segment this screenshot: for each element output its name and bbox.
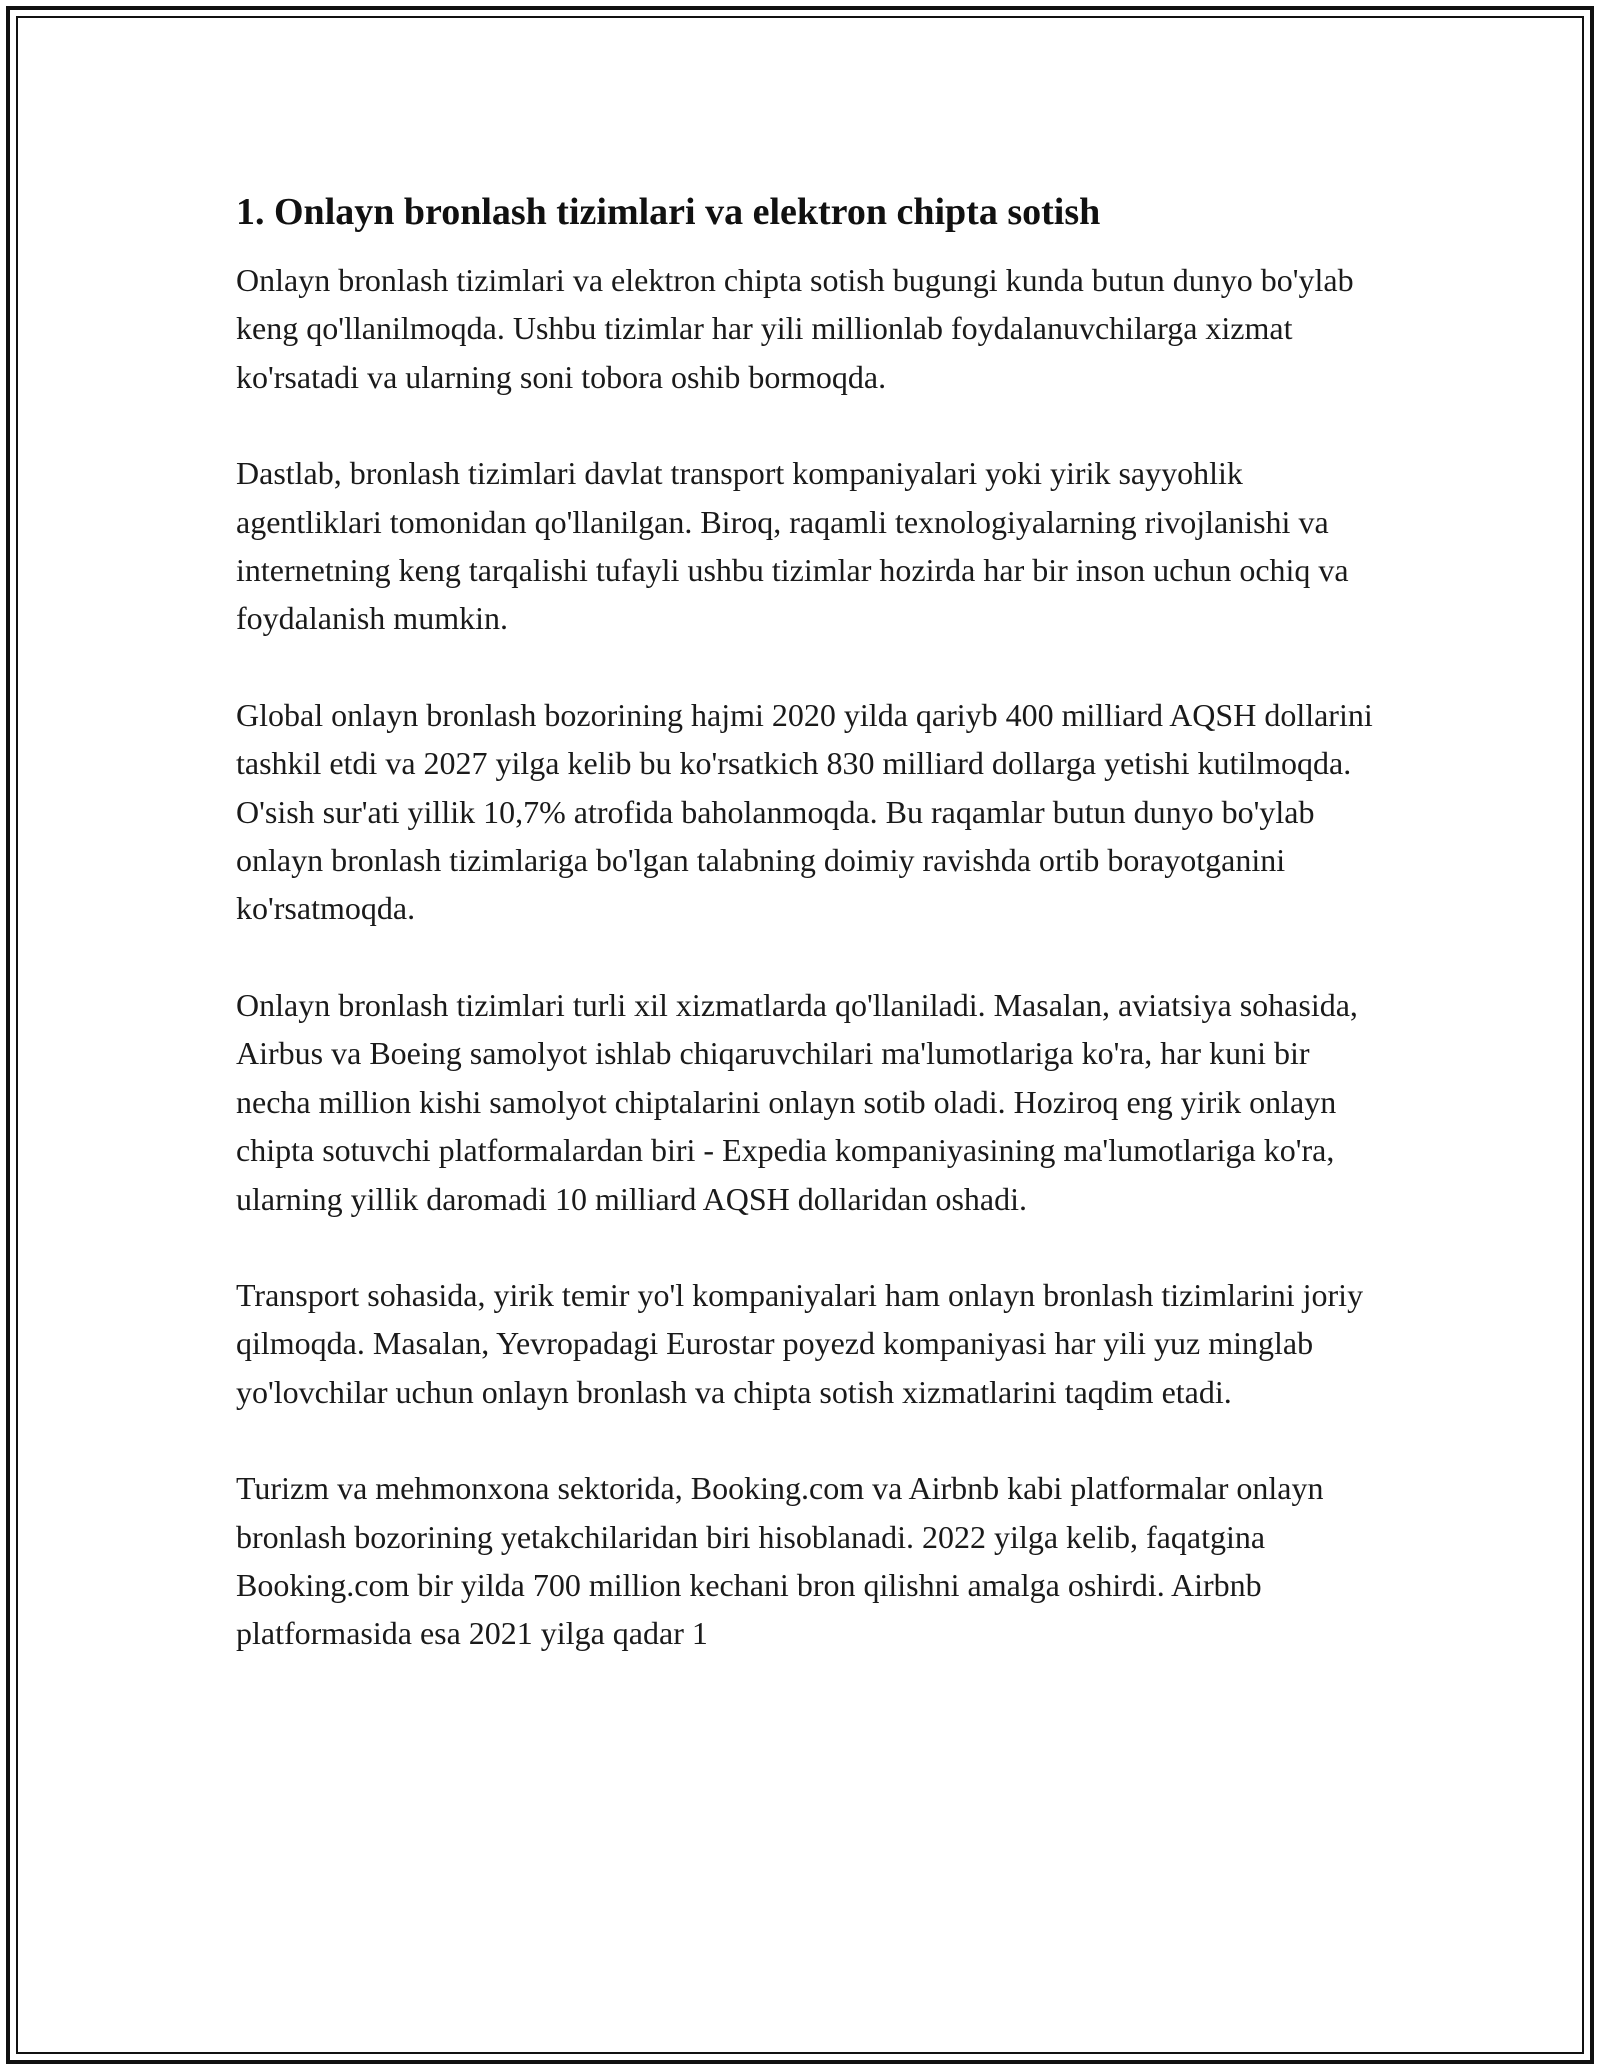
paragraph-tourism: Turizm va mehmonxona sektorida, Booking.com va Airbnb kabi platformalar onlayn bronlash bozorining yetakchilaridan biri hisoblanadi. 2022 yilga kelib, faqatgina Booking.com bir yilda 700 million kechani bron qilishni amalga oshirdi. Airbnb platformasida esa 2021 yilga qadar 1 [236, 1470, 1324, 1652]
paragraph-intro: Onlayn bronlash tizimlari va elektron chipta sotish bugungi kunda butun dunyo bo'ylab keng qo'llanilmoqda. Ushbu tizimlar har yili millionlab foydalanuvchilarga xizmat ko'rsatadi va ularning soni tobora oshib bormoqda. [236, 262, 1354, 395]
paragraph-market-size: Global onlayn bronlash bozorining hajmi 2020 yilda qariyb 400 milliard AQSH dollarini tashkil etdi va 2027 yilga kelib bu ko'rsatkich 830 milliard dollarga yetishi kutilmoqda. O'sish sur'ati yillik 10,7% atrofida baholanmoqda. Bu raqamlar butun dunyo bo'ylab onlayn bronlash tizimlariga bo'lgan talabning doimiy ravishda ortib borayotganini ko'rsatmoqda. [236, 696, 1373, 927]
paragraph-transport: Transport sohasida, yirik temir yo'l kompaniyalari ham onlayn bronlash tizimlarini joriy qilmoqda. Masalan, Yevropadagi Eurostar poyezd kompaniyasi har yili yuz minglab yo'lovchilar uchun onlayn bronlash va chipta sotish xizmatlarini taqdim etadi. [236, 1276, 1364, 1410]
paragraph-history: Dastlab, bronlash tizimlari davlat transport kompaniyalari yoki yirik sayyohlik agentliklari tomonidan qo'llanilgan. Biroq, raqamli texnologiyalarning rivojlanishi va internetning keng tarqalishi tufayli ushbu tizimlar hozirda har bir inson uchun ochiq va foydalanish mumkin. [236, 455, 1349, 637]
document-body [236, 186, 1376, 1706]
paragraph-aviation: Onlayn bronlash tizimlari turli xil xizmatlarda qo'llaniladi. Masalan, aviatsiya sohasida, Airbus va Boeing samolyot ishlab chiqaruvchilari ma'lumotlariga ko'ra, har kuni bir necha million kishi samolyot chiptalarini onlayn sotib oladi. Hoziroq eng yirik onlayn chipta sotuvchi platformalardan biri - Expedia kompaniyasining ma'lumotlariga ko'ra, ularning yillik daromadi 10 milliard AQSH dollaridan oshadi. [236, 986, 1358, 1217]
section-heading: 1. Onlayn bronlash tizimlari va elektron chipta sotish [236, 191, 1101, 233]
